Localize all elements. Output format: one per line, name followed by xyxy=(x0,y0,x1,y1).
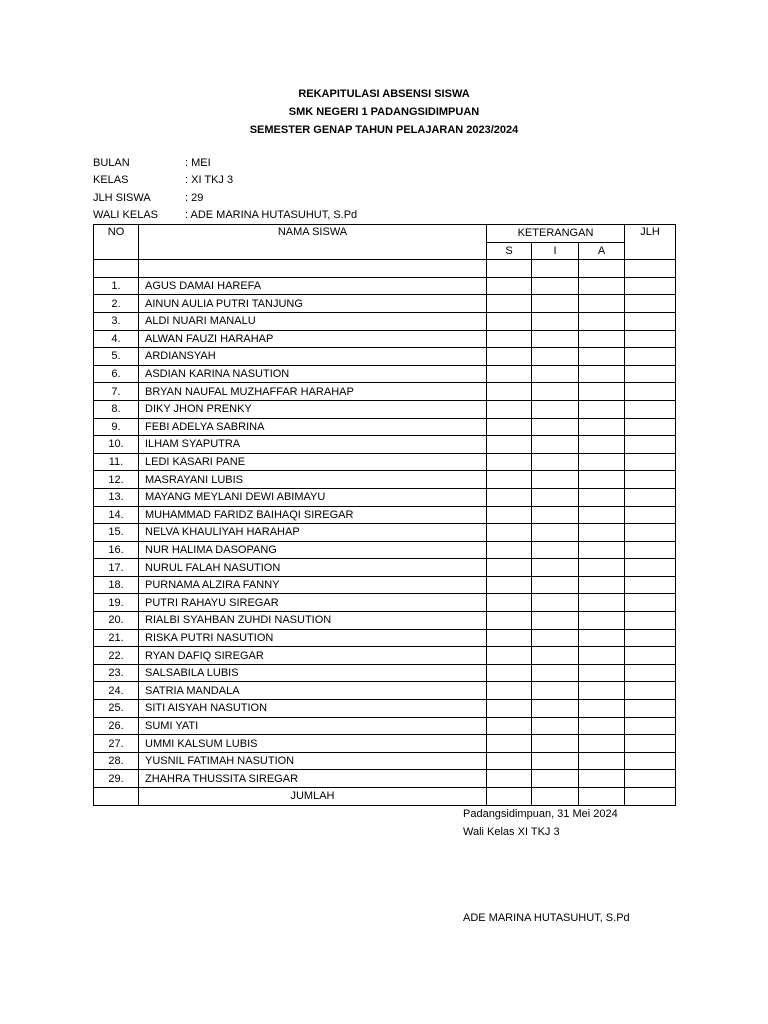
i-cell xyxy=(532,277,579,295)
header-no: NO xyxy=(94,225,139,260)
jlh-cell xyxy=(625,647,676,665)
table-row xyxy=(94,471,676,489)
i-cell xyxy=(532,717,579,735)
jlh-cell xyxy=(625,277,676,295)
student-name: ASDIAN KARINA NASUTION xyxy=(139,365,487,383)
a-cell xyxy=(579,506,625,524)
s-cell xyxy=(487,594,532,612)
signature-role: Wali Kelas XI TKJ 3 xyxy=(463,826,560,838)
table-row xyxy=(94,735,676,753)
jlh-cell xyxy=(625,735,676,753)
s-cell xyxy=(487,576,532,594)
header-s: S xyxy=(487,242,532,260)
row-number: 23. xyxy=(94,664,139,682)
student-name: DIKY JHON PRENKY xyxy=(139,400,487,418)
s-cell xyxy=(487,471,532,489)
s-cell xyxy=(487,506,532,524)
a-cell xyxy=(579,559,625,577)
a-cell xyxy=(579,277,625,295)
table-row xyxy=(94,647,676,665)
i-cell xyxy=(532,735,579,753)
row-number: 9. xyxy=(94,418,139,436)
a-cell xyxy=(579,524,625,542)
student-name: RYAN DAFIQ SIREGAR xyxy=(139,647,487,665)
student-name: MASRAYANI LUBIS xyxy=(139,471,487,489)
info-wali-value: : ADE MARINA HUTASUHUT, S.Pd xyxy=(185,209,358,221)
a-cell xyxy=(579,365,625,383)
table-row xyxy=(94,312,676,330)
info-bulan-label: BULAN xyxy=(93,157,130,169)
a-cell xyxy=(579,664,625,682)
info-kelas-label: KELAS xyxy=(93,174,129,186)
table-row xyxy=(94,418,676,436)
student-name: NUR HALIMA DASOPANG xyxy=(139,541,487,559)
jlh-cell xyxy=(625,330,676,348)
jlh-cell xyxy=(625,664,676,682)
row-number: 13. xyxy=(94,488,139,506)
row-number: 17. xyxy=(94,559,139,577)
jlh-cell xyxy=(625,700,676,718)
row-number: 3. xyxy=(94,312,139,330)
row-number: 12. xyxy=(94,471,139,489)
info-jlh-value: : 29 xyxy=(185,192,204,204)
i-cell xyxy=(532,506,579,524)
table-row xyxy=(94,682,676,700)
a-cell xyxy=(579,541,625,559)
s-cell xyxy=(487,559,532,577)
jlh-cell xyxy=(625,524,676,542)
header-a: A xyxy=(579,242,625,260)
row-number: 26. xyxy=(94,717,139,735)
jlh-cell xyxy=(625,383,676,401)
table-header-row xyxy=(94,225,676,243)
i-cell xyxy=(532,471,579,489)
row-number: 8. xyxy=(94,400,139,418)
table-row xyxy=(94,717,676,735)
a-cell xyxy=(579,612,625,630)
jlh-cell xyxy=(625,576,676,594)
info-jlh-label: JLH SISWA xyxy=(93,192,151,204)
s-cell xyxy=(487,277,532,295)
student-name: NURUL FALAH NASUTION xyxy=(139,559,487,577)
header-jlh: JLH xyxy=(625,225,676,260)
info-jlh-siswa xyxy=(93,189,203,207)
table-row xyxy=(94,277,676,295)
a-cell xyxy=(579,576,625,594)
table-row xyxy=(94,559,676,577)
a-cell xyxy=(579,682,625,700)
student-name: SALSABILA LUBIS xyxy=(139,664,487,682)
table-row xyxy=(94,541,676,559)
table-row xyxy=(94,383,676,401)
student-name: AGUS DAMAI HAREFA xyxy=(139,277,487,295)
i-cell xyxy=(532,418,579,436)
i-cell xyxy=(532,453,579,471)
table-row xyxy=(94,400,676,418)
i-cell xyxy=(532,330,579,348)
student-name: UMMI KALSUM LUBIS xyxy=(139,735,487,753)
report-title: REKAPITULASI ABSENSI SISWA xyxy=(298,88,470,100)
student-name: LEDI KASARI PANE xyxy=(139,453,487,471)
a-cell xyxy=(579,770,625,788)
table-row xyxy=(94,295,676,313)
row-number: 18. xyxy=(94,576,139,594)
i-cell xyxy=(532,348,579,366)
row-number: 20. xyxy=(94,612,139,630)
jlh-cell xyxy=(625,471,676,489)
i-cell xyxy=(532,647,579,665)
jlh-cell xyxy=(625,506,676,524)
table-row xyxy=(94,700,676,718)
info-kelas-value: : XI TKJ 3 xyxy=(185,174,234,186)
info-wali-kelas xyxy=(93,206,357,224)
student-name: ZHAHRA THUSSITA SIREGAR xyxy=(139,770,487,788)
row-number: 14. xyxy=(94,506,139,524)
a-cell xyxy=(579,383,625,401)
table-row xyxy=(94,436,676,454)
jlh-cell xyxy=(625,594,676,612)
table-row xyxy=(94,453,676,471)
table-row xyxy=(94,506,676,524)
row-number: 11. xyxy=(94,453,139,471)
info-bulan xyxy=(93,154,211,172)
jlh-cell xyxy=(625,365,676,383)
s-cell xyxy=(487,348,532,366)
s-cell xyxy=(487,664,532,682)
student-name: AINUN AULIA PUTRI TANJUNG xyxy=(139,295,487,313)
student-name: NELVA KHAULIYAH HARAHAP xyxy=(139,524,487,542)
row-number: 28. xyxy=(94,752,139,770)
a-cell xyxy=(579,647,625,665)
i-cell xyxy=(532,524,579,542)
row-number: 25. xyxy=(94,700,139,718)
table-row xyxy=(94,594,676,612)
i-cell xyxy=(532,629,579,647)
student-name: ALDI NUARI MANALU xyxy=(139,312,487,330)
s-cell xyxy=(487,400,532,418)
row-number: 21. xyxy=(94,629,139,647)
table-row xyxy=(94,488,676,506)
jlh-cell xyxy=(625,400,676,418)
i-cell xyxy=(532,488,579,506)
signature-name: ADE MARINA HUTASUHUT, S.Pd xyxy=(463,912,630,924)
student-name: RISKA PUTRI NASUTION xyxy=(139,629,487,647)
i-cell xyxy=(532,365,579,383)
a-cell xyxy=(579,735,625,753)
row-number: 22. xyxy=(94,647,139,665)
table-row xyxy=(94,752,676,770)
a-cell xyxy=(579,436,625,454)
student-name: MUHAMMAD FARIDZ BAIHAQI SIREGAR xyxy=(139,506,487,524)
i-cell xyxy=(532,312,579,330)
i-cell xyxy=(532,594,579,612)
student-name: SUMI YATI xyxy=(139,717,487,735)
i-cell xyxy=(532,682,579,700)
row-number: 24. xyxy=(94,682,139,700)
student-name: SATRIA MANDALA xyxy=(139,682,487,700)
a-cell xyxy=(579,418,625,436)
table-row xyxy=(94,330,676,348)
s-cell xyxy=(487,770,532,788)
s-cell xyxy=(487,436,532,454)
s-cell xyxy=(487,541,532,559)
s-cell xyxy=(487,453,532,471)
s-cell xyxy=(487,735,532,753)
table-row xyxy=(94,576,676,594)
info-kelas xyxy=(93,171,233,189)
table-row xyxy=(94,524,676,542)
jumlah-row xyxy=(94,788,676,806)
table-spacer-row xyxy=(94,260,676,278)
s-cell xyxy=(487,752,532,770)
a-cell xyxy=(579,453,625,471)
row-number: 29. xyxy=(94,770,139,788)
student-name: ALWAN FAUZI HARAHAP xyxy=(139,330,487,348)
header-i: I xyxy=(532,242,579,260)
i-cell xyxy=(532,295,579,313)
row-number: 1. xyxy=(94,277,139,295)
jlh-cell xyxy=(625,436,676,454)
s-cell xyxy=(487,682,532,700)
table-row xyxy=(94,770,676,788)
table-row xyxy=(94,612,676,630)
s-cell xyxy=(487,629,532,647)
s-cell xyxy=(487,418,532,436)
a-cell xyxy=(579,471,625,489)
jlh-cell xyxy=(625,348,676,366)
row-number: 27. xyxy=(94,735,139,753)
jlh-cell xyxy=(625,752,676,770)
student-name: BRYAN NAUFAL MUZHAFFAR HARAHAP xyxy=(139,383,487,401)
student-name: PURNAMA ALZIRA FANNY xyxy=(139,576,487,594)
jlh-cell xyxy=(625,612,676,630)
i-cell xyxy=(532,770,579,788)
student-name: YUSNIL FATIMAH NASUTION xyxy=(139,752,487,770)
a-cell xyxy=(579,400,625,418)
s-cell xyxy=(487,612,532,630)
a-cell xyxy=(579,700,625,718)
student-name: PUTRI RAHAYU SIREGAR xyxy=(139,594,487,612)
table-row xyxy=(94,365,676,383)
row-number: 4. xyxy=(94,330,139,348)
semester-title: SEMESTER GENAP TAHUN PELAJARAN 2023/2024 xyxy=(249,124,519,136)
s-cell xyxy=(487,330,532,348)
student-name: RIALBI SYAHBAN ZUHDI NASUTION xyxy=(139,612,487,630)
a-cell xyxy=(579,629,625,647)
s-cell xyxy=(487,295,532,313)
row-number: 5. xyxy=(94,348,139,366)
attendance-table xyxy=(93,224,676,806)
student-name: ARDIANSYAH xyxy=(139,348,487,366)
row-number: 7. xyxy=(94,383,139,401)
a-cell xyxy=(579,488,625,506)
a-cell xyxy=(579,594,625,612)
student-name: SITI AISYAH NASUTION xyxy=(139,700,487,718)
s-cell xyxy=(487,488,532,506)
jlh-cell xyxy=(625,717,676,735)
info-wali-label: WALI KELAS xyxy=(93,209,159,221)
a-cell xyxy=(579,295,625,313)
i-cell xyxy=(532,612,579,630)
table-row xyxy=(94,664,676,682)
a-cell xyxy=(579,752,625,770)
info-bulan-value: : MEI xyxy=(185,157,211,169)
signature-place-date: Padangsidimpuan, 31 Mei 2024 xyxy=(463,808,618,820)
i-cell xyxy=(532,700,579,718)
school-name: SMK NEGERI 1 PADANGSIDIMPUAN xyxy=(288,106,480,118)
student-name: FEBI ADELYA SABRINA xyxy=(139,418,487,436)
s-cell xyxy=(487,383,532,401)
jlh-cell xyxy=(625,541,676,559)
table-row xyxy=(94,629,676,647)
jlh-cell xyxy=(625,295,676,313)
jlh-cell xyxy=(625,453,676,471)
s-cell xyxy=(487,717,532,735)
s-cell xyxy=(487,647,532,665)
a-cell xyxy=(579,330,625,348)
jlh-cell xyxy=(625,770,676,788)
i-cell xyxy=(532,576,579,594)
table-row xyxy=(94,348,676,366)
header-keterangan: KETERANGAN xyxy=(487,225,625,243)
s-cell xyxy=(487,312,532,330)
row-number: 6. xyxy=(94,365,139,383)
i-cell xyxy=(532,752,579,770)
student-name: MAYANG MEYLANI DEWI ABIMAYU xyxy=(139,488,487,506)
jlh-cell xyxy=(625,629,676,647)
jlh-cell xyxy=(625,488,676,506)
s-cell xyxy=(487,700,532,718)
a-cell xyxy=(579,717,625,735)
jlh-cell xyxy=(625,418,676,436)
row-number: 16. xyxy=(94,541,139,559)
row-number: 19. xyxy=(94,594,139,612)
student-name: ILHAM SYAPUTRA xyxy=(139,436,487,454)
i-cell xyxy=(532,541,579,559)
jumlah-label: JUMLAH xyxy=(139,788,487,806)
header-nama-siswa: NAMA SISWA xyxy=(139,225,487,260)
s-cell xyxy=(487,524,532,542)
a-cell xyxy=(579,348,625,366)
jlh-cell xyxy=(625,559,676,577)
i-cell xyxy=(532,383,579,401)
row-number: 2. xyxy=(94,295,139,313)
jlh-cell xyxy=(625,312,676,330)
i-cell xyxy=(532,400,579,418)
row-number: 10. xyxy=(94,436,139,454)
i-cell xyxy=(532,559,579,577)
i-cell xyxy=(532,664,579,682)
i-cell xyxy=(532,436,579,454)
s-cell xyxy=(487,365,532,383)
row-number: 15. xyxy=(94,524,139,542)
a-cell xyxy=(579,312,625,330)
jlh-cell xyxy=(625,682,676,700)
